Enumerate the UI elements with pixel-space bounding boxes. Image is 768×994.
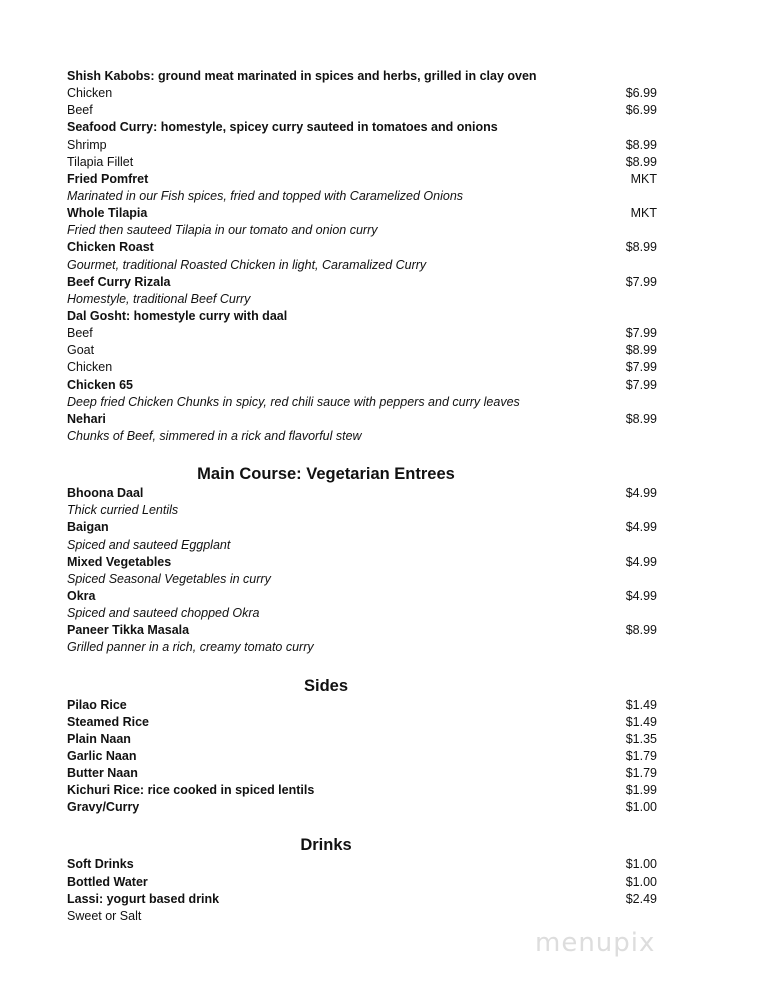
item-price: $7.99 (625, 360, 657, 375)
menu-item (67, 377, 657, 394)
item-label: Mixed Vegetables (67, 554, 172, 569)
menupix-watermark: menupix (535, 928, 656, 958)
menu-item (67, 697, 657, 714)
item-price: $1.79 (625, 766, 657, 781)
item-label: Gourmet, traditional Roasted Chicken in light, Caramalized Curry (67, 257, 427, 272)
item-label: Shish Kabobs: ground meat marinated in spices and herbs, grilled in clay oven (67, 69, 537, 83)
item-label: Kichuri Rice: rice cooked in spiced lentils (67, 783, 315, 798)
menu-item (67, 765, 657, 782)
item-price: $6.99 (625, 103, 657, 118)
menu-item (67, 799, 657, 816)
menu-item (67, 554, 657, 571)
menu-item (67, 205, 657, 222)
item-label: Steamed Rice (67, 714, 149, 729)
item-description (67, 394, 657, 411)
menu-item (67, 748, 657, 765)
item-label: Paneer Tikka Masala (67, 623, 190, 638)
menu-item (67, 154, 657, 171)
item-label: Marinated in our Fish spices, fried and topped with Caramelized Onions (67, 188, 464, 203)
item-price: $8.99 (625, 343, 657, 358)
item-label: Deep fried Chicken Chunks in spicy, red chili sauce with peppers and curry leaves (67, 394, 520, 409)
item-label: Beef (67, 103, 93, 118)
item-price: $4.99 (625, 520, 657, 535)
item-label: Chicken 65 (67, 377, 134, 392)
item-label: Okra (67, 588, 96, 603)
item-price: $8.99 (625, 137, 657, 152)
menu-item (67, 874, 657, 891)
item-label: Gravy/Curry (67, 800, 140, 815)
menu-item (67, 891, 657, 908)
menu-item (67, 102, 657, 119)
item-price: $6.99 (625, 86, 657, 101)
item-label: Soft Drinks (67, 857, 134, 872)
item-label: Goat (67, 343, 95, 358)
item-price: $8.99 (625, 154, 657, 169)
item-price: $8.99 (625, 240, 657, 255)
menu-item (67, 782, 657, 799)
menu-item (67, 856, 657, 873)
item-price: $7.99 (625, 326, 657, 341)
item-label: Lassi: yogurt based drink (67, 891, 220, 906)
item-price: $1.00 (625, 874, 657, 889)
menu-section (67, 835, 657, 925)
item-label: Garlic Naan (67, 748, 137, 763)
item-price: $8.99 (625, 411, 657, 426)
item-label: Butter Naan (67, 766, 138, 781)
item-label: Chicken (67, 86, 113, 101)
menu-item (67, 519, 657, 536)
menu-item (67, 908, 657, 925)
item-label: Bhoona Daal (67, 486, 144, 501)
item-label: Baigan (67, 520, 109, 535)
item-price: $1.79 (625, 748, 657, 763)
item-price: $4.99 (625, 554, 657, 569)
item-description (67, 291, 657, 308)
item-label: Grilled panner in a rich, creamy tomato curry (67, 640, 314, 655)
item-label: Fried then sauteed Tilapia in our tomato and onion curry (67, 223, 378, 238)
item-description (67, 639, 657, 656)
item-label: Seafood Curry: homestyle, spicey curry sauteed in tomatoes and onions (67, 120, 498, 135)
menu-item (67, 485, 657, 502)
item-label: Pilao Rice (67, 697, 127, 712)
menu-section (67, 676, 657, 817)
item-price: $1.35 (625, 731, 657, 746)
menu-item (67, 622, 657, 639)
item-price: MKT (630, 206, 657, 221)
menu-item (67, 137, 657, 154)
item-label: Chicken (67, 360, 113, 375)
item-description (67, 605, 657, 622)
item-label: Chunks of Beef, simmered in a rick and flavorful stew (67, 428, 362, 443)
item-description (67, 571, 657, 588)
item-label: Nehari (67, 411, 106, 426)
item-price: $1.99 (625, 783, 657, 798)
item-label: Beef (67, 326, 93, 341)
menu-section (67, 464, 657, 656)
item-label: Spiced and sauteed chopped Okra (67, 606, 260, 621)
section-heading: Sides (303, 676, 349, 695)
item-price: $4.99 (625, 486, 657, 501)
item-label: Whole Tilapia (67, 206, 148, 221)
item-description (67, 188, 657, 205)
item-description (67, 502, 657, 519)
item-description (67, 428, 657, 445)
item-label: Chicken Roast (67, 240, 154, 255)
item-price: $8.99 (625, 623, 657, 638)
section-heading: Main Course: Vegetarian Entrees (197, 465, 455, 484)
menu-item (67, 274, 657, 291)
item-description (67, 537, 657, 554)
item-label: Tilapia Fillet (67, 154, 134, 169)
item-price: $1.00 (625, 857, 657, 872)
item-label: Plain Naan (67, 731, 131, 746)
section-heading: Drinks (300, 836, 352, 855)
menu-item (67, 588, 657, 605)
item-price: $7.99 (625, 274, 657, 289)
item-label: Sweet or Salt (67, 908, 142, 923)
menu-item (67, 171, 657, 188)
menu-item (67, 239, 657, 256)
menu-item (67, 68, 657, 85)
item-label: Beef Curry Rizala (67, 274, 171, 289)
item-label: Shrimp (67, 137, 107, 152)
menu-section (67, 68, 657, 445)
menu-item (67, 359, 657, 376)
item-description (67, 222, 657, 239)
item-description (67, 257, 657, 274)
item-label: Homestyle, traditional Beef Curry (67, 291, 251, 306)
menu-item (67, 731, 657, 748)
item-label: Spiced and sauteed Eggplant (67, 537, 231, 552)
menu-item (67, 411, 657, 428)
menu-item (67, 119, 657, 136)
item-price: $1.00 (625, 800, 657, 815)
menu-item (67, 714, 657, 731)
item-label: Spiced Seasonal Vegetables in curry (67, 571, 271, 586)
item-price: $7.99 (625, 377, 657, 392)
item-price: $4.99 (625, 588, 657, 603)
item-price: MKT (630, 171, 657, 186)
item-price: $1.49 (625, 697, 657, 712)
item-label: Thick curried Lentils (67, 503, 179, 518)
menu-item (67, 342, 657, 359)
menu-item (67, 308, 657, 325)
menu-item (67, 85, 657, 102)
item-label: Bottled Water (67, 874, 148, 889)
item-label: Dal Gosht: homestyle curry with daal (67, 308, 288, 323)
item-price: $1.49 (625, 714, 657, 729)
item-price: $2.49 (625, 891, 657, 906)
menu-document (67, 68, 657, 925)
item-label: Fried Pomfret (67, 171, 149, 186)
menu-item (67, 325, 657, 342)
